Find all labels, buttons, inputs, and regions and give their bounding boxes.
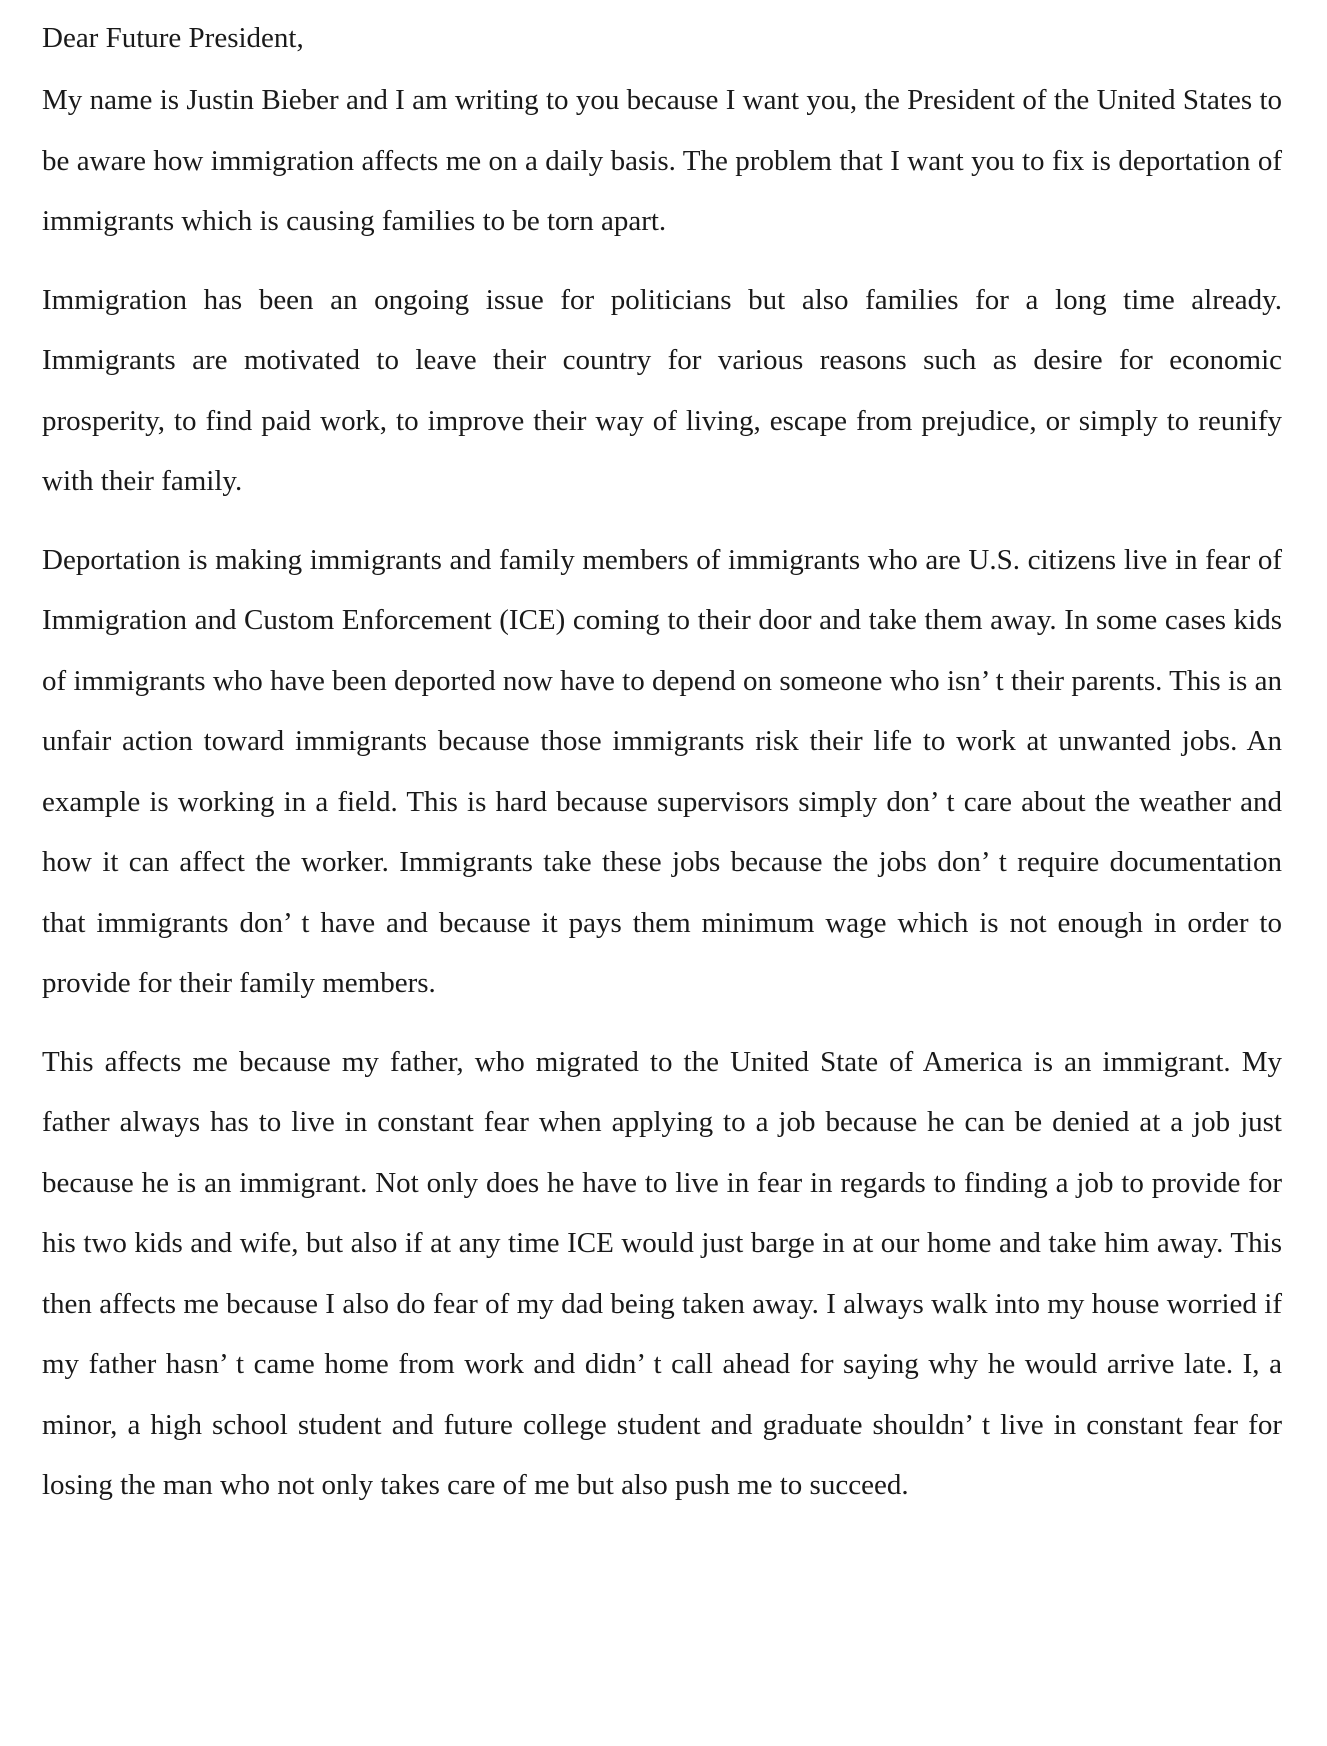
letter-paragraph-2: Immigration has been an ongoing issue for politicians but also families for a long time already. Immigrants are motivated to leave their country for various reasons such as desire for economic prosperity, to find paid work, to improve their way of living, escape from prejudice, or simply to reunify with their family. xyxy=(42,283,1282,497)
letter-salutation: Dear Future President, xyxy=(42,22,304,54)
letter-paragraph-3: Deportation is making immigrants and family members of immigrants who are U.S. citizens live in fear of Immigration and Custom Enforcement (ICE) coming to their door and take them away. In some cases kids of immigrants who have been deported now have to depend on someone who isn’ t their parents. This is an unfair action toward immigrants because those immigrants risk their life to work at unwanted jobs. An example is working in a field. This is hard because supervisors simply don’ t care about the weather and how it can affect the worker. Immigrants take these jobs because the jobs don’ t require documentation that immigrants don’ t have and because it pays them minimum wage which is not enough in order to provide for their family members. xyxy=(42,543,1282,999)
letter-body xyxy=(42,16,1282,1534)
letter-paragraph-1: My name is Justin Bieber and I am writing to you because I want you, the President of the United States to be aware how immigration affects me on a daily basis. The problem that I want you to fix is deportation of immigrants which is causing families to be torn apart. xyxy=(42,84,1282,237)
letter-paragraph-4: This affects me because my father, who migrated to the United State of America is an immigrant. My father always has to live in constant fear when applying to a job because he can be denied at a job just because he is an immigrant. Not only does he have to live in fear in regards to finding a job to provide for his two kids and wife, but also if at any time ICE would just barge in at our home and take him away. This then affects me because I also do fear of my dad being taken away. I always walk into my house worried if my father hasn’ t came home from work and didn’ t call ahead for saying why he would arrive late. I, a minor, a high school student and future college student and graduate shouldn’ t live in constant fear for losing the man who not only takes care of me but also push me to succeed. xyxy=(42,1045,1282,1501)
